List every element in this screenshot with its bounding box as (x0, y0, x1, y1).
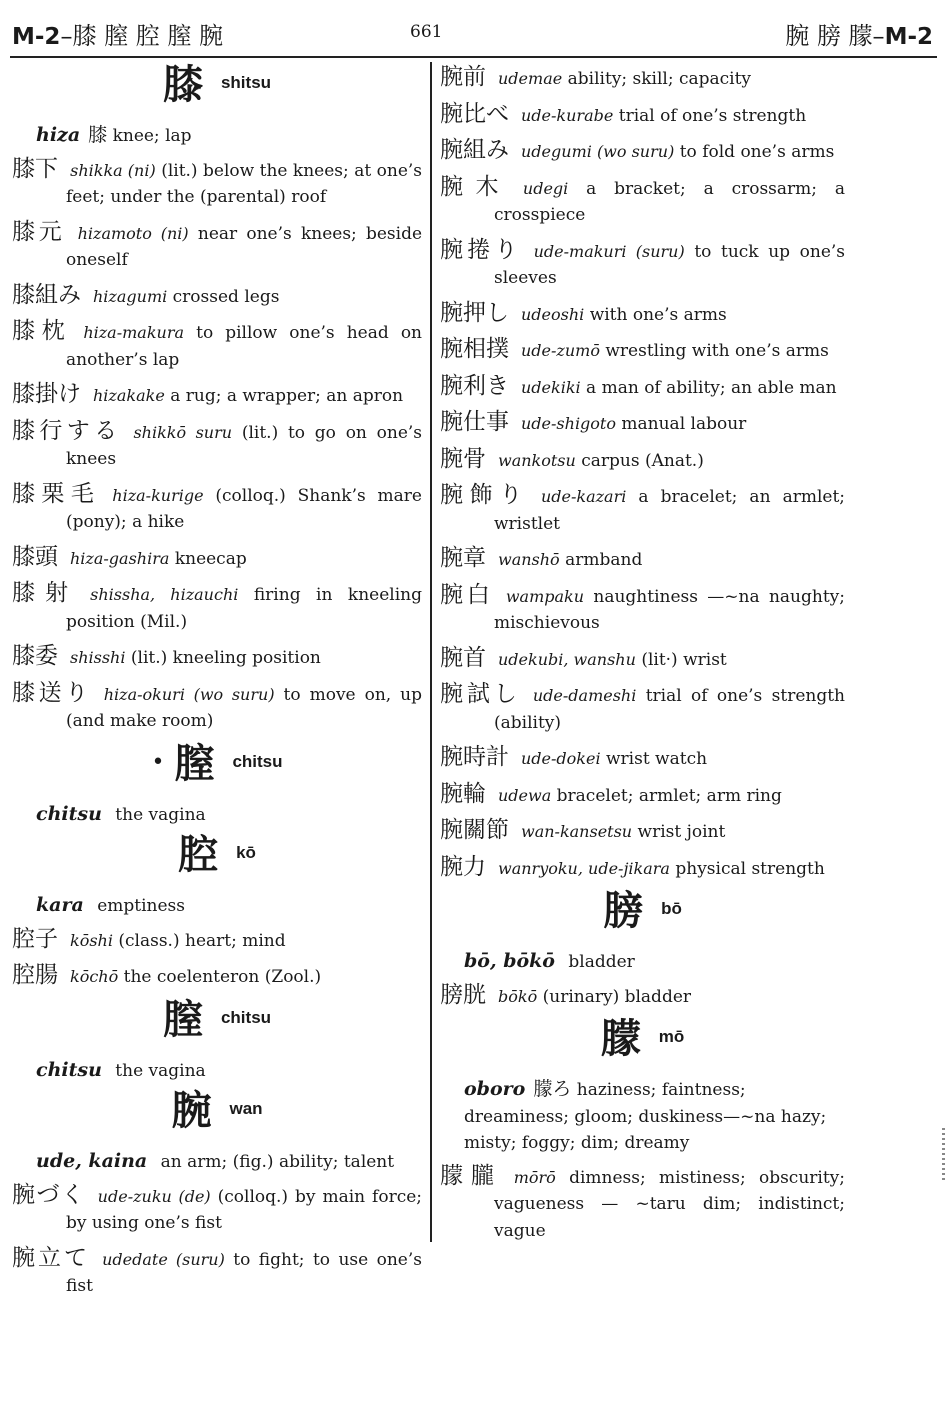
entry-word: 腕捲り (440, 236, 522, 263)
entry-definition: (lit.) below the knees; at one’s feet; under the (parental) roof (66, 160, 423, 207)
entry-reading: shisshi (70, 648, 126, 667)
dictionary-entry (12, 318, 422, 373)
entry-word: 膝頭 (12, 543, 58, 570)
heading-kanji: 膝 (162, 61, 203, 108)
entry-definition: firing in kneeling position (Mil.) (66, 585, 422, 632)
entry-word: 腕白 (440, 581, 494, 608)
sub-entry (464, 948, 845, 976)
dictionary-entry (440, 744, 845, 773)
kanji-heading (440, 887, 845, 948)
dictionary-entry (440, 64, 845, 93)
entry-reading: hizamoto (ni) (77, 223, 189, 243)
dictionary-entry (12, 544, 422, 573)
entry-word: 膝組み (12, 281, 81, 308)
section-code-right: M-2 (884, 24, 933, 50)
entry-definition: dimness; mistiness; obscurity; vagueness — ~taru dim; indistinct; vague (494, 1167, 845, 1241)
entry-word: 膝送り (12, 679, 92, 706)
heading-kanji: 朦 (600, 1015, 641, 1062)
sub-entry (36, 892, 422, 920)
header-rule (10, 56, 937, 58)
kanji-heading (440, 1015, 845, 1076)
dictionary-entry (440, 446, 845, 475)
entry-word: 腕關節 (440, 817, 509, 843)
dictionary-entry (440, 982, 845, 1011)
sub-definition: bladder (568, 952, 635, 972)
sub-headword: bō, bōkō (464, 950, 555, 972)
entry-word: 腕押し (440, 299, 509, 326)
entry-definition: wrist joint (637, 822, 726, 842)
entry-reading: shikka (ni) (70, 160, 156, 180)
sub-definition: the vagina (115, 804, 206, 825)
dictionary-entry (440, 545, 845, 574)
entry-reading: udekiki (521, 377, 581, 397)
dictionary-entry (12, 926, 422, 955)
entry-definition: kneecap (174, 548, 247, 569)
sub-entry (36, 1148, 422, 1176)
entry-word: 膝行する (12, 417, 122, 444)
dictionary-entry (12, 219, 422, 274)
entry-word: 腕時計 (440, 744, 509, 770)
kanji-heading (12, 61, 422, 122)
dictionary-entry (440, 681, 845, 736)
entry-reading: ude-makuri (suru) (533, 241, 685, 261)
heading-reading: chitsu (220, 1007, 272, 1027)
sub-headword: chitsu (36, 802, 102, 825)
section-code-left: M-2 (12, 24, 61, 50)
entry-reading: udegi (522, 178, 569, 198)
entry-reading: wanryoku, ude-jikara (498, 858, 670, 878)
entry-definition: (class.) heart; mind (118, 930, 286, 951)
entry-reading: kōshi (70, 930, 113, 950)
sub-headword: ude, kaina (36, 1150, 148, 1172)
dictionary-entry (440, 781, 845, 810)
right-column (440, 64, 845, 1252)
dictionary-entry (440, 336, 845, 365)
entry-word: 腕前 (440, 64, 486, 90)
header-left (12, 16, 223, 51)
entry-reading: bōkō (498, 986, 538, 1006)
entry-definition: bracelet; armlet; arm ring (556, 785, 782, 806)
entry-reading: udekubi, wanshu (498, 649, 636, 669)
entry-reading: ude-zumō (521, 341, 600, 360)
dictionary-entry (440, 101, 845, 130)
entry-word: 腕づく (12, 1181, 86, 1208)
entry-definition: armband (565, 550, 643, 570)
entry-word: 腕立て (12, 1244, 91, 1271)
page-header (10, 10, 937, 54)
entry-word: 腕輪 (440, 780, 486, 807)
dictionary-entry (440, 817, 845, 846)
heading-reading: kō (236, 843, 256, 862)
entry-definition: (colloq.) by main force; by using one’s fist (66, 1186, 423, 1233)
entry-word: 膝射 (12, 580, 79, 606)
sub-headword: kara (36, 894, 84, 916)
heading-kanji: 腔 (178, 831, 219, 878)
entry-definition: the coelenteron (Zool.) (123, 967, 322, 987)
entry-definition: wrestling with one’s arms (605, 341, 829, 361)
entry-definition: a rug; a wrapper; an apron (170, 386, 404, 406)
entry-definition: a man of ability; an able man (586, 377, 837, 398)
dictionary-entry (440, 482, 845, 537)
entry-reading: hiza-kurige (112, 485, 204, 505)
header-right-kanji: 腕 膀 朦– (785, 22, 885, 50)
entry-definition: a bracket; a crossarm; a crosspiece (494, 178, 845, 225)
dictionary-entry (12, 282, 422, 311)
dictionary-entry (12, 418, 422, 473)
entry-word: 腕組み (440, 137, 509, 163)
sub-definition: knee; lap (112, 126, 192, 146)
entry-definition: carpus (Anat.) (581, 450, 704, 471)
dictionary-entry (12, 1182, 422, 1237)
dictionary-entry (440, 137, 845, 166)
entry-reading: ude-kurabe (521, 105, 614, 125)
entry-word: 膝掛け (12, 381, 81, 407)
sub-definition: emptiness (97, 896, 185, 916)
entry-definition: to move on, up (and make room) (66, 684, 423, 731)
dictionary-entry (12, 481, 422, 536)
entry-reading: hiza-makura (83, 323, 185, 342)
dictionary-entry (440, 300, 845, 329)
entry-definition: to pillow one’s head on another’s lap (66, 323, 423, 370)
dictionary-entry (12, 1245, 422, 1300)
entry-word: 腕章 (440, 545, 486, 571)
dictionary-entry (440, 237, 845, 292)
dictionary-entry (12, 962, 422, 991)
sub-entry (464, 1076, 845, 1157)
entry-definition: to fold one’s arms (679, 142, 835, 162)
entry-definition: trial of one’s strength (618, 105, 807, 126)
entry-word: 膝委 (12, 643, 58, 669)
dictionary-entry (440, 854, 845, 883)
entry-word: 膝下 (12, 155, 59, 182)
heading-kanji: 膣 (174, 739, 215, 787)
entry-definition: (urinary) bladder (542, 986, 692, 1007)
entry-word: 膀胱 (440, 981, 486, 1008)
entry-word: 朦朧 (440, 1162, 502, 1189)
entry-reading: udegumi (wo suru) (521, 142, 675, 161)
entry-word: 腔腸 (12, 962, 58, 988)
dictionary-entry (440, 174, 845, 229)
kanji-heading (12, 739, 422, 801)
dictionary-entry (12, 643, 422, 672)
dictionary-entry (440, 373, 845, 402)
sub-headword: oboro (464, 1078, 526, 1100)
page-number: 661 (410, 22, 443, 42)
dictionary-entry (440, 582, 845, 637)
dictionary-entry (12, 156, 422, 211)
dictionary-entry (12, 381, 422, 410)
heading-reading: bō (661, 899, 682, 918)
heading-reading: wan (229, 1099, 263, 1118)
entry-definition: with one’s arms (589, 304, 727, 325)
header-left-kanji: –膝 膣 腔 膣 腕 (60, 22, 223, 50)
entry-reading: ude-kazari (540, 487, 627, 506)
entry-reading: udedate (suru) (102, 1249, 225, 1269)
left-column (12, 61, 423, 1308)
entry-word: 腕飾り (440, 482, 529, 508)
heading-kanji: 膀 (603, 887, 644, 934)
entry-word: 膝栗毛 (12, 480, 101, 507)
entry-reading: ude-shigoto (521, 414, 616, 433)
column-divider (430, 62, 432, 1242)
dictionary-entry (440, 645, 845, 674)
entry-definition: to tuck up one’s sleeves (494, 241, 846, 288)
entry-reading: udemae (498, 69, 563, 88)
kanji-heading (12, 995, 422, 1057)
sub-entry (36, 122, 422, 150)
heading-reading: mō (658, 1027, 685, 1046)
entry-reading: shikkō suru (133, 422, 233, 442)
entry-reading: hiza-okuri (wo suru) (103, 684, 275, 704)
entry-reading: ude-dameshi (532, 686, 637, 705)
entry-word: 腕骨 (440, 445, 486, 472)
entry-definition: (lit.) kneeling position (130, 648, 321, 668)
entry-reading: ude-zuku (de) (97, 1186, 211, 1206)
heading-kanji: 膣 (162, 995, 203, 1043)
entry-reading: shissha, hizauchi (90, 585, 239, 604)
entry-definition: (colloq.) Shank’s mare (pony); a hike (66, 485, 422, 532)
entry-reading: ude-dokei (521, 749, 601, 768)
entry-word: 膝枕 (12, 318, 72, 344)
sub-entry (36, 801, 422, 829)
dictionary-entry (12, 580, 422, 635)
sub-definition: haziness; faintness; dreaminess; gloom; duskiness—~na hazy; misty; foggy; dim; dreamy (464, 1080, 827, 1153)
entry-definition: trial of one’s strength (ability) (494, 686, 845, 733)
entry-definition: a bracelet; an armlet; wristlet (494, 487, 846, 534)
entry-word: 腕首 (440, 644, 486, 671)
kanji-heading (12, 1087, 422, 1148)
entry-definition: crossed legs (172, 286, 280, 307)
entry-reading: udeoshi (521, 304, 585, 324)
entry-reading: mōrō (513, 1167, 556, 1187)
heading-kanji: 腕 (171, 1087, 212, 1134)
entry-reading: wankotsu (498, 450, 576, 470)
entry-definition: naughtiness —~na naughty; mischievous (494, 586, 845, 633)
entry-definition: manual labour (621, 414, 747, 434)
sub-definition: the vagina (115, 1060, 206, 1081)
entry-reading: hizagumi (93, 286, 168, 306)
header-right (785, 16, 933, 51)
entry-word: 腕木 (440, 173, 511, 200)
entry-word: 膝元 (12, 218, 66, 245)
sub-entry (36, 1057, 422, 1085)
entry-reading: wampaku (505, 586, 585, 606)
entry-word: 腕仕事 (440, 409, 509, 435)
sub-headword: chitsu (36, 1058, 102, 1081)
entry-reading: wan-kansetsu (521, 822, 633, 841)
sub-kanji: 膝 (88, 124, 108, 146)
entry-word: 腕力 (440, 853, 486, 880)
entry-definition: near one’s knees; beside oneself (66, 223, 423, 270)
bullet-mark: • (151, 749, 165, 775)
entry-definition: (lit·) wrist (641, 649, 727, 670)
entry-word: 腕利き (440, 372, 509, 399)
entry-word: 腕試し (440, 681, 521, 707)
entry-word: 腔子 (12, 925, 58, 952)
entry-word: 腕相撲 (440, 336, 509, 362)
entry-definition: physical strength (675, 858, 825, 879)
entry-word: 腕比べ (440, 100, 509, 127)
entry-reading: udewa (498, 785, 552, 805)
entry-definition: to fight; to use one’s fist (66, 1249, 422, 1296)
entry-definition: wrist watch (605, 749, 708, 769)
sub-definition: an arm; (fig.) ability; talent (160, 1152, 395, 1172)
sub-headword: hiza (36, 124, 81, 146)
kanji-heading (12, 831, 422, 892)
heading-reading: chitsu (232, 751, 283, 771)
entry-reading: wanshō (498, 550, 560, 569)
dictionary-entry (440, 1163, 845, 1245)
entry-definition: ability; skill; capacity (567, 69, 752, 89)
entry-reading: kōchō (70, 967, 119, 986)
sub-kanji: 朦ろ (533, 1078, 572, 1100)
dictionary-entry (440, 409, 845, 438)
entry-reading: hizakake (93, 386, 165, 405)
entry-definition: (lit.) to go on one’s knees (66, 422, 423, 469)
heading-reading: shitsu (220, 73, 272, 92)
dictionary-entry (12, 680, 422, 735)
entry-reading: hiza-gashira (70, 548, 170, 568)
